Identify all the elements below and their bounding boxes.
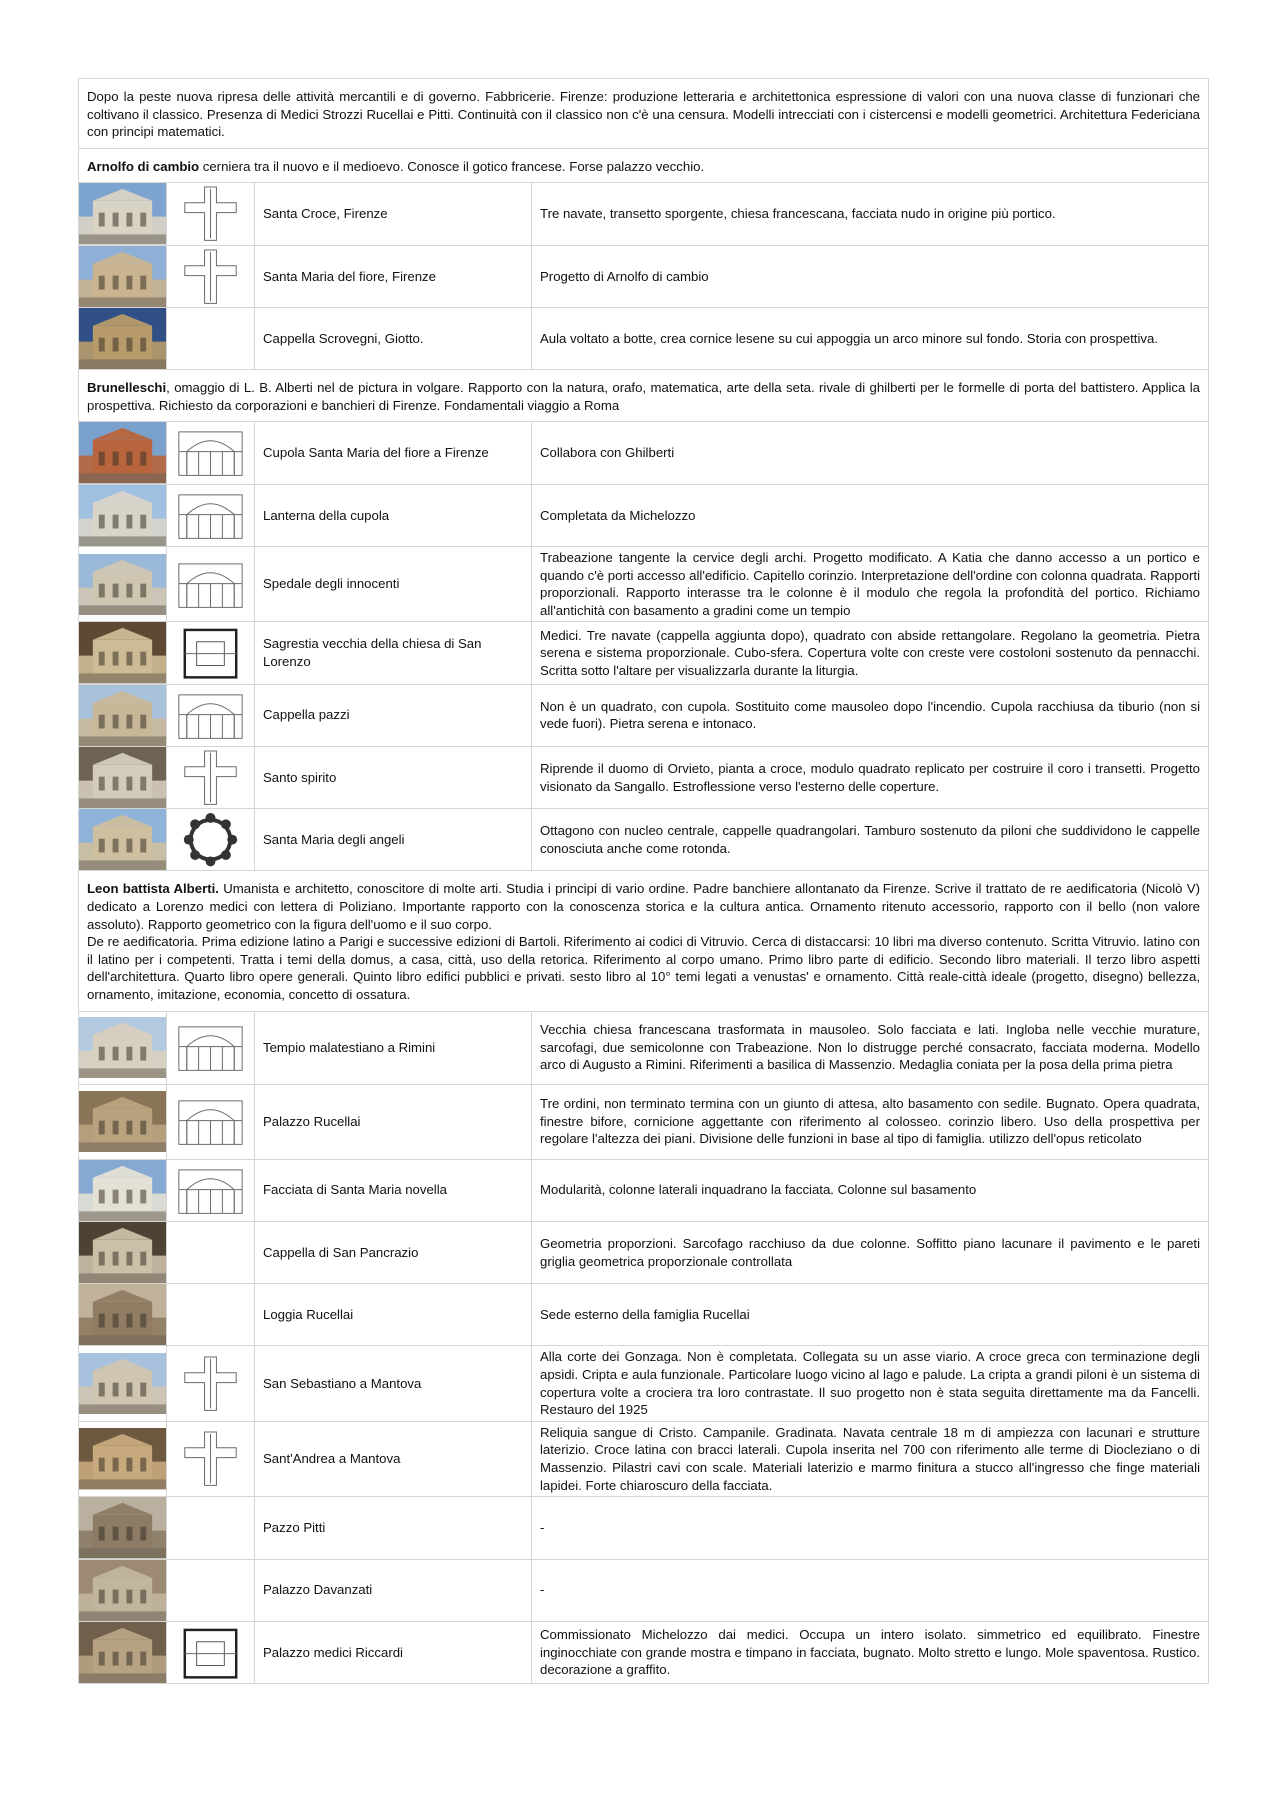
intro-paragraph (79, 79, 1209, 149)
section-title: Brunelleschi (87, 380, 167, 396)
plan-cell (167, 484, 255, 546)
building-photo (79, 809, 166, 870)
building-plan (167, 1091, 254, 1152)
building-description: Ottagono con nucleo centrale, cappelle quadrangolari. Tamburo sostenuto da piloni che suddividono le cappelle conosciuta anche come rotonda. (532, 809, 1209, 871)
plan-cell (167, 809, 255, 871)
section-paragraph (79, 871, 1209, 1011)
building-plan (167, 1160, 254, 1221)
section-paragraph (79, 148, 1209, 183)
building-description: Riprende il duomo di Orvieto, pianta a croce, modulo quadrato replicato per costruire il coro i transetti. Progetto visionato da Sangallo. Estroflessione verso l'esterno delle coperture. (532, 746, 1209, 808)
building-description: Aula voltato a botte, crea cornice lesene su cui appoggia un arco minore sul fondo. Storia con prospettiva. (532, 307, 1209, 369)
building-plan (167, 1353, 254, 1414)
document-table (78, 78, 1208, 1684)
building-description: Vecchia chiesa francescana trasformata in mausoleo. Solo facciata e lati. Ingloba nelle vecchie murature, sarcofagi, due semicolonne con Trabeazione. Non lo distrugge perché consacrato, facciata moderna. Modello arco di Augusto a Rimini. Riferimenti a basilica di Massenzio. Medaglia coniata per la posa della prima pietra (532, 1011, 1209, 1084)
photo-cell (79, 1621, 167, 1683)
building-photo (79, 1497, 166, 1558)
section-text (87, 880, 1200, 933)
building-description: Tre navate, transetto sporgente, chiesa francescana, facciata nudo in origine più portico. (532, 183, 1209, 245)
table-row (79, 546, 1209, 621)
plan-cell (167, 622, 255, 684)
table-row (79, 1011, 1209, 1084)
plan-cell (167, 1621, 255, 1683)
building-description: Commissionato Michelozzo dai medici. Occupa un intero isolato. simmetrico ed equilibrato. Finestre inginocchiate con grande mostra e timpano in facciata, bugnato. Molto stretto e lungo. Mole spaventosa. Rustico. decorazione a graffito. (532, 1621, 1209, 1683)
building-description: Non è un quadrato, con cupola. Sostituito come mausoleo dopo l'incendio. Cupola racchiusa da tiburio (non si vede fuori). Pietra serena e intonaco. (532, 684, 1209, 746)
building-plan (167, 1428, 254, 1489)
building-description: Reliquia sangue di Cristo. Campanile. Gradinata. Navata centrale 18 m di ampiezza con lacunari e strutture laterizio. Croce latina con bracci laterali. Cupola inserita nel 700 con riferimento alle terme di Diocleziano o di Massenzio. Pilastri cavi con scale. Materiali laterizio e marmo finitura a stucco all'ingresso che finge materiali lapidei. Forte chiaroscuro della facciata. (532, 1421, 1209, 1496)
plan-cell (167, 1159, 255, 1221)
plan-cell (167, 245, 255, 307)
table-row (79, 1621, 1209, 1683)
table-row (79, 1421, 1209, 1496)
building-name: Sant'Andrea a Mantova (255, 1421, 532, 1496)
building-photo (79, 246, 166, 307)
building-plan (167, 622, 254, 683)
building-name: Palazzo Rucellai (255, 1084, 532, 1159)
table-row (79, 245, 1209, 307)
building-photo (79, 685, 166, 746)
building-photo (79, 1160, 166, 1221)
building-name: Cupola Santa Maria del fiore a Firenze (255, 422, 532, 484)
photo-cell (79, 684, 167, 746)
photo-cell (79, 422, 167, 484)
table-row (79, 684, 1209, 746)
building-plan (167, 554, 254, 615)
intro-text: Dopo la peste nuova ripresa delle attività mercantili e di governo. Fabbricerie. Firenze: produzione letteraria e architettonica espressione di valori con una nuova classe di funzionari che coltivano il classico. Presenza di Medici Strozzi Rucellai e Pitti. Continuità con il classico non c'è una censura. Modelli intrecciati con i cistercensi e modelli geometrici. Architettura Federiciana con principi matematici. (87, 89, 1200, 140)
table-row (79, 1159, 1209, 1221)
photo-cell (79, 1159, 167, 1221)
building-plan (167, 183, 254, 244)
section-body: De re aedificatoria. Prima edizione latino a Parigi e successive edizioni di Bartoli. Riferimento ai codici di Vitruvio. Cerca di distaccarsi: 10 libri ma diverso contenuto. Scritta Vitruvio. latino con il latino per i competenti. Tratta i temi della domus, a casa, città, uso della retorica. Riferimento al corpo umano. Primo libro parte di edificio. Secondo libro materiali. Il terzo libro aspetti dell'architettura. Quarto libro opere generali. Quinto libro edifici pubblici e privati. sesto libro al 10° temi legati a venustas' e ornamento. Città reale-città ideale (progetto, disegno) bellezza, ornamento, imitazione, economia, concetto di ossatura. (87, 934, 1200, 1003)
table-row (79, 183, 1209, 245)
section-text (87, 158, 1200, 176)
photo-cell (79, 183, 167, 245)
building-plan (167, 422, 254, 483)
photo-cell (79, 1497, 167, 1559)
plan-cell (167, 546, 255, 621)
plan-cell (167, 684, 255, 746)
building-photo (79, 308, 166, 369)
section-text (87, 379, 1200, 414)
building-name: Cappella pazzi (255, 684, 532, 746)
table-row (79, 1221, 1209, 1283)
table-row (79, 622, 1209, 684)
table-row (79, 1346, 1209, 1421)
section-paragraph (79, 370, 1209, 422)
photo-cell (79, 809, 167, 871)
table-row (79, 1497, 1209, 1559)
building-name: Tempio malatestiano a Rimini (255, 1011, 532, 1084)
table-row (79, 484, 1209, 546)
table-row (79, 1284, 1209, 1346)
building-photo (79, 1222, 166, 1283)
building-description: Trabeazione tangente la cervice degli archi. Progetto modificato. A Katia che danno accesso a un portico e quando c'è porti accesso all'edificio. Capitello corinzio. Interpretazione dell'ordine con colonna quadrata. Rapporti proporzionali. Rapporto interasse tra le colonne è il modulo che regola la profondità del portico. Richiamo all'antichità con basamento a gradini come un tempio (532, 546, 1209, 621)
building-description: Sede esterno della famiglia Rucellai (532, 1284, 1209, 1346)
plan-cell (167, 1084, 255, 1159)
plan-cell (167, 1221, 255, 1283)
photo-cell (79, 484, 167, 546)
section-body: cerniera tra il nuovo e il medioevo. Conosce il gotico francese. Forse palazzo vecchio. (199, 158, 705, 174)
building-name: Palazzo Davanzati (255, 1559, 532, 1621)
building-name: Santa Maria degli angeli (255, 809, 532, 871)
photo-cell (79, 622, 167, 684)
building-photo (79, 747, 166, 808)
table-row (79, 746, 1209, 808)
building-plan (167, 685, 254, 746)
building-photo (79, 554, 166, 615)
building-plan (167, 809, 254, 870)
building-photo (79, 1428, 166, 1489)
photo-cell (79, 1559, 167, 1621)
building-photo (79, 485, 166, 546)
section-title: Leon battista Alberti. (87, 881, 219, 897)
building-name: Loggia Rucellai (255, 1284, 532, 1346)
section-body: Umanista e architetto, conoscitore di molte arti. Studia i principi di vario ordine. Padre banchiere allontanato da Firenze. Scrive il trattato de re aedificatoria (Nicolò V) dedicato a Lorenzo medici con lettera di Poliziano. Importante rapporto con la conoscenza storica e la cultura antica. Ornamento ritenuto accessorio, rapporto con il bello (non valore assoluto). Rapporto geometrico con la figura dell'uomo e il suo corpo. (87, 881, 1200, 932)
building-description: Alla corte dei Gonzaga. Non è completata. Collegata su un asse viario. A croce greca con terminazione degli apsidi. Cripta e aula funzionale. Particolare luogo vicino al lago e palude. La cripta a grandi piloni è un sistema di copertura volte a crociera tra loro contrastate. Il suo progetto non è stata seguita direttamente ma da Fancelli. Restauro del 1925 (532, 1346, 1209, 1421)
plan-cell (167, 1284, 255, 1346)
section-body: , omaggio di L. B. Alberti nel de pictura in volgare. Rapporto con la natura, orafo, matematica, arte della seta. rivale di ghilberti per le formelle di porta del battistero. Applica la prospettiva. Richiesto da corporazioni e banchieri di Firenze. Fondamentali viaggio a Roma (87, 380, 1200, 413)
building-name: Spedale degli innocenti (255, 546, 532, 621)
photo-cell (79, 307, 167, 369)
building-description: Geometria proporzioni. Sarcofago racchiuso da due colonne. Soffitto piano lacunare il pavimento e le pareti griglia geometrica proporzionale controllata (532, 1221, 1209, 1283)
building-photo (79, 622, 166, 683)
building-description: Completata da Michelozzo (532, 484, 1209, 546)
table-row (79, 1084, 1209, 1159)
building-description: Tre ordini, non terminato termina con un giunto di attesa, alto basamento con sedile. Bugnato. Opera quadrata, finestre bifore, cornicione aggettante con riferimento al colosseo. corinzio libero. Uso della prospettiva per regolare l'altezza dei piani. Divisione delle funzioni in base al tipo di famiglia. utilizzo dell'opus reticolato (532, 1084, 1209, 1159)
photo-cell (79, 1221, 167, 1283)
building-plan (167, 1017, 254, 1078)
building-description: Progetto di Arnolfo di cambio (532, 245, 1209, 307)
building-plan (167, 485, 254, 546)
building-name: Sagrestia vecchia della chiesa di San Lorenzo (255, 622, 532, 684)
table-row (79, 809, 1209, 871)
building-name: Palazzo medici Riccardi (255, 1621, 532, 1683)
building-description: - (532, 1559, 1209, 1621)
building-photo (79, 1284, 166, 1345)
building-name: San Sebastiano a Mantova (255, 1346, 532, 1421)
building-name: Santa Maria del fiore, Firenze (255, 245, 532, 307)
building-name: Cappella Scrovegni, Giotto. (255, 307, 532, 369)
photo-cell (79, 1084, 167, 1159)
building-description: - (532, 1497, 1209, 1559)
photo-cell (79, 1421, 167, 1496)
plan-cell (167, 1346, 255, 1421)
building-plan (167, 747, 254, 808)
building-name: Pazzo Pitti (255, 1497, 532, 1559)
photo-cell (79, 746, 167, 808)
table-row (79, 422, 1209, 484)
plan-cell (167, 307, 255, 369)
building-plan (167, 1622, 254, 1683)
building-description: Collabora con Ghilberti (532, 422, 1209, 484)
section-text (87, 933, 1200, 1003)
photo-cell (79, 1284, 167, 1346)
building-name: Santa Croce, Firenze (255, 183, 532, 245)
plan-cell (167, 422, 255, 484)
building-photo (79, 1091, 166, 1152)
building-description: Modularità, colonne laterali inquadrano la facciata. Colonne sul basamento (532, 1159, 1209, 1221)
building-photo (79, 1353, 166, 1414)
building-name: Santo spirito (255, 746, 532, 808)
building-photo (79, 1560, 166, 1621)
plan-cell (167, 1559, 255, 1621)
plan-cell (167, 183, 255, 245)
plan-cell (167, 1011, 255, 1084)
plan-cell (167, 1497, 255, 1559)
building-name: Cappella di San Pancrazio (255, 1221, 532, 1283)
section-title: Arnolfo di cambio (87, 158, 200, 174)
plan-cell (167, 746, 255, 808)
building-name: Facciata di Santa Maria novella (255, 1159, 532, 1221)
building-photo (79, 1017, 166, 1078)
table-row (79, 1559, 1209, 1621)
building-name: Lanterna della cupola (255, 484, 532, 546)
building-photo (79, 422, 166, 483)
building-description: Medici. Tre navate (cappella aggiunta dopo), quadrato con abside rettangolare. Regolano la geometria. Pietra serena e sistema proporzionale. Cubo-sfera. Copertura volte con creste vere costoloni sostenuto da pennacchi. Scritta sotto l'altare per visualizzarla durante la liturgia. (532, 622, 1209, 684)
building-plan (167, 246, 254, 307)
photo-cell (79, 1346, 167, 1421)
building-photo (79, 1622, 166, 1683)
plan-cell (167, 1421, 255, 1496)
photo-cell (79, 546, 167, 621)
photo-cell (79, 245, 167, 307)
table-row (79, 307, 1209, 369)
photo-cell (79, 1011, 167, 1084)
building-photo (79, 183, 166, 244)
